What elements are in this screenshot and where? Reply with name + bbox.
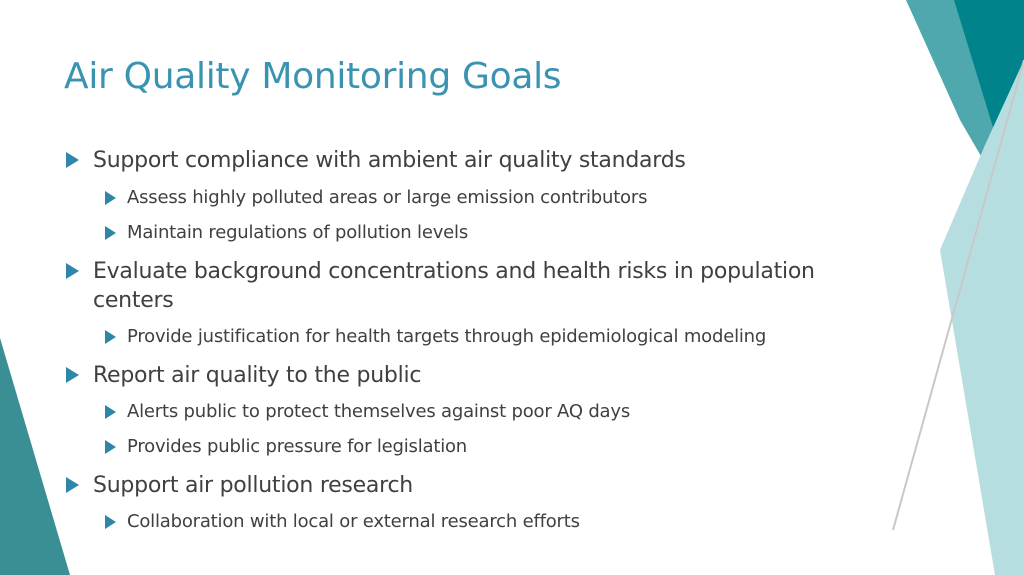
bullet-item-level2 — [127, 221, 468, 245]
bullet-item-level2 — [127, 325, 766, 349]
bullet-arrow-icon — [105, 440, 116, 454]
bullet-text: Evaluate background concentrations and health risks in population — [93, 259, 815, 284]
bullet-item-level1 — [93, 146, 686, 175]
bullet-arrow-icon — [105, 515, 116, 529]
bullet-item-level2 — [127, 435, 467, 459]
bullet-arrow-icon — [66, 263, 79, 279]
bullet-item-level2 — [127, 186, 647, 210]
bullet-arrow-icon — [105, 226, 116, 240]
bullet-arrow-icon — [66, 367, 79, 383]
bullet-text: Support compliance with ambient air quality standards — [93, 148, 686, 173]
bullet-text: Support air pollution research — [93, 473, 413, 498]
bullet-text: centers — [93, 288, 174, 313]
bullet-arrow-icon — [66, 152, 79, 168]
bullet-arrow-icon — [105, 405, 116, 419]
bullet-text: Collaboration with local or external research efforts — [127, 511, 580, 532]
bullet-text: Maintain regulations of pollution levels — [127, 222, 469, 243]
bullet-arrow-icon — [105, 330, 116, 344]
bullet-text: Provides public pressure for legislation — [127, 436, 468, 457]
slide-title: Air Quality Monitoring Goals — [64, 56, 562, 97]
bullet-text: Provide justification for health targets through epidemiological modeling — [127, 326, 767, 347]
bullet-arrow-icon — [66, 477, 79, 493]
bullet-text: Assess highly polluted areas or large emission contributors — [127, 187, 648, 208]
bullet-arrow-icon — [105, 191, 116, 205]
bullet-item-level1 — [93, 471, 413, 500]
bullet-text: Report air quality to the public — [93, 363, 422, 388]
bullet-continuation — [93, 286, 174, 315]
bullet-item-level1 — [93, 257, 815, 286]
bullet-item-level2 — [127, 400, 630, 424]
bullet-item-level1 — [93, 361, 421, 390]
bullet-item-level2 — [127, 510, 580, 534]
bullet-text: Alerts public to protect themselves against poor AQ days — [127, 401, 631, 422]
